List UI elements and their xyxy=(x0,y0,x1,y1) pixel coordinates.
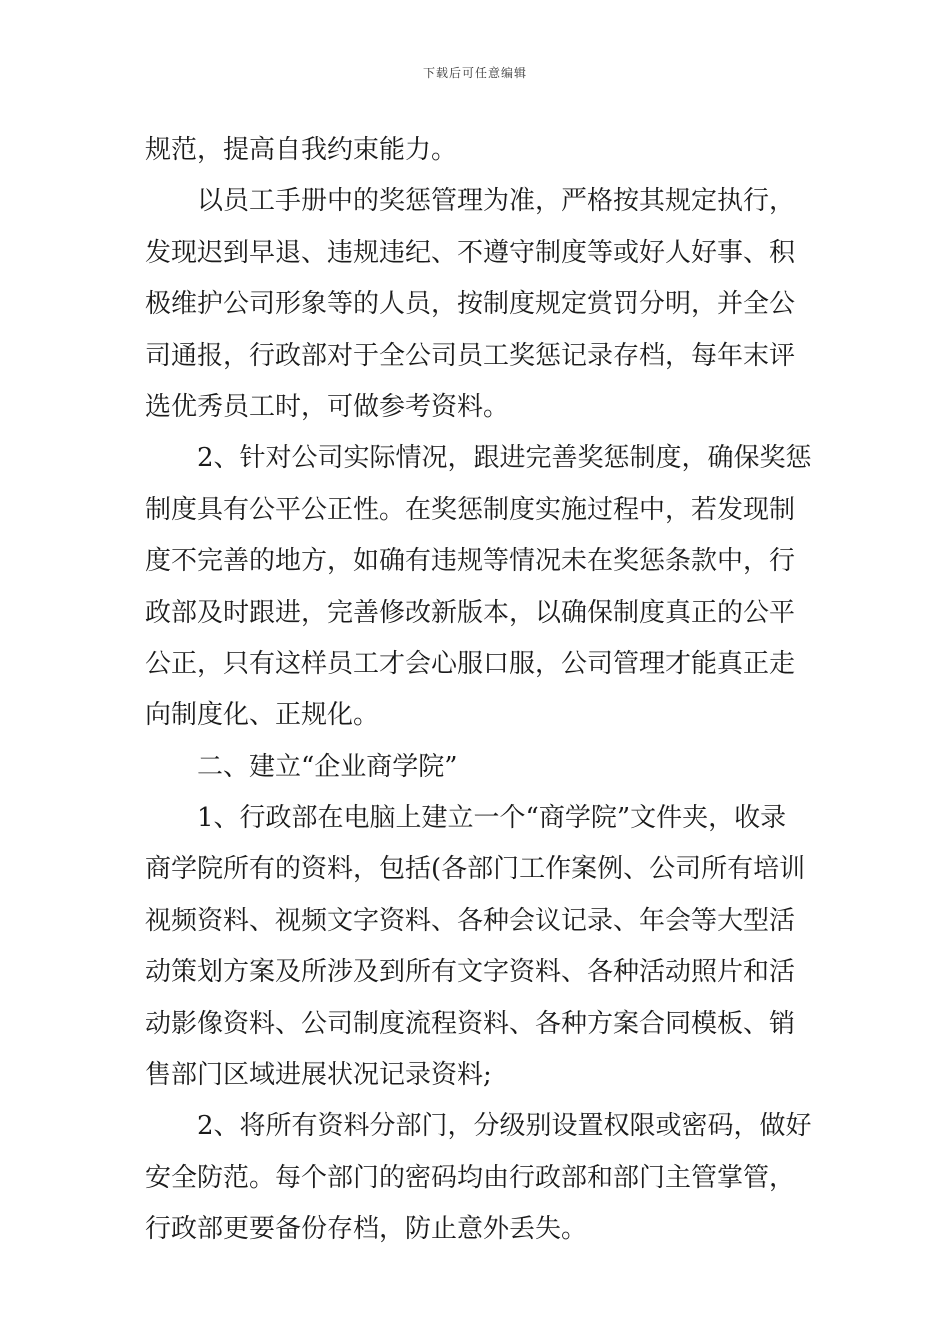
text-line: 商学院所有的资料，包括(各部门工作案例、公司所有培训 xyxy=(145,854,806,885)
text-line: 售部门区域进展状况记录资料; xyxy=(145,1060,492,1091)
text-line: 公正，只有这样员工才会心服口服，公司管理才能真正走 xyxy=(145,648,796,679)
text-line: 发现迟到早退、违规违纪、不遵守制度等或好人好事、积 xyxy=(145,237,796,268)
section-heading: 二、建立“企业商学院” xyxy=(197,751,458,782)
text-line: 度不完善的地方，如确有违规等情况未在奖惩条款中，行 xyxy=(145,546,796,577)
text-line: 视频资料、视频文字资料、各种会议记录、年会等大型活 xyxy=(145,905,796,936)
paragraph-start-line: 2、将所有资料分部门，分级别设置权限或密码，做好 xyxy=(197,1111,812,1142)
text-line: 动策划方案及所涉及到所有文字资料、各种活动照片和活 xyxy=(145,957,796,988)
text-line: 规范，提高自我约束能力。 xyxy=(145,135,458,165)
text-line: 行政部更要备份存档，防止意外丢失。 xyxy=(145,1214,588,1245)
page-header-note: 下载后可任意编辑 xyxy=(422,66,527,80)
text-line: 极维护公司形象等的人员，按制度规定赏罚分明，并全公 xyxy=(145,289,796,320)
text-line: 选优秀员工时，可做参考资料。 xyxy=(145,391,510,422)
text-line: 司通报，行政部对于全公司员工奖惩记录存档，每年末评 xyxy=(145,340,796,371)
paragraph-start-line: 2、针对公司实际情况，跟进完善奖惩制度，确保奖惩 xyxy=(197,443,812,474)
paragraph-start-line: 以员工手册中的奖惩管理为准，严格按其规定执行， xyxy=(197,186,796,217)
document-body xyxy=(145,128,812,1259)
paragraph-start-line: 1、行政部在电脑上建立一个“商学院”文件夹，收录 xyxy=(197,803,787,834)
text-line: 动影像资料、公司制度流程资料、各种方案合同模板、销 xyxy=(145,1008,796,1039)
text-line: 制度具有公平公正性。在奖惩制度实施过程中，若发现制 xyxy=(145,494,796,525)
text-line: 向制度化、正规化。 xyxy=(145,700,380,731)
text-line: 政部及时跟进，完善修改新版本，以确保制度真正的公平 xyxy=(145,597,796,628)
text-line: 安全防范。每个部门的密码均由行政部和部门主管掌管， xyxy=(145,1162,796,1193)
